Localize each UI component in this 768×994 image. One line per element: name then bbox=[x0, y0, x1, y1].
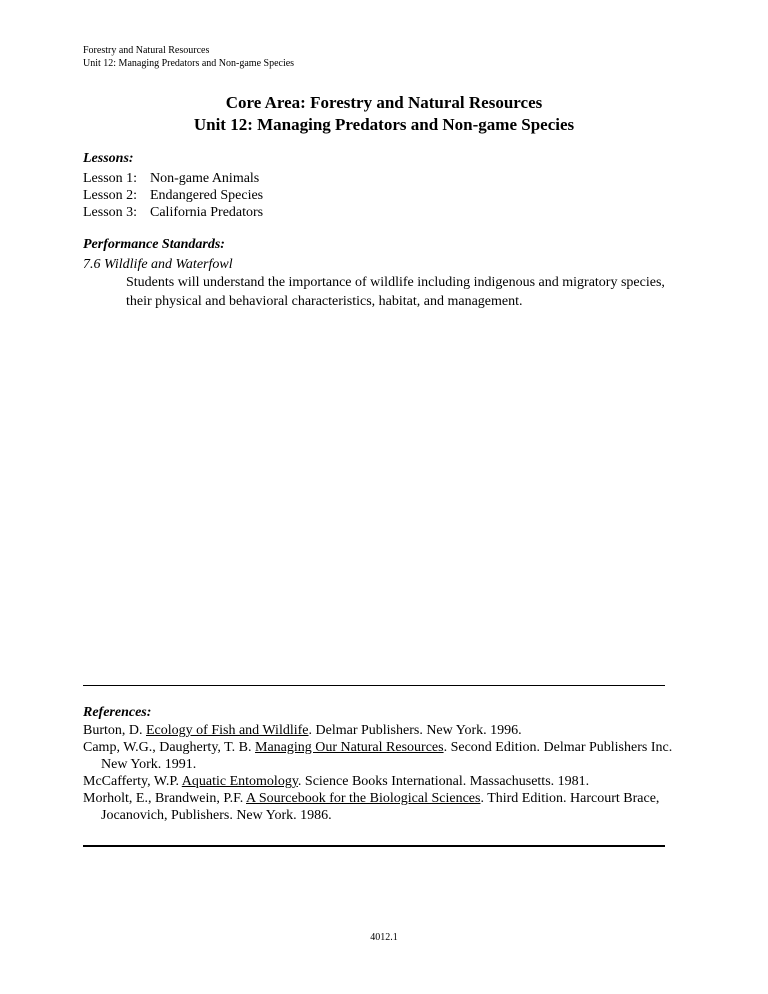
standard-description: Students will understand the importance of wildlife including indigenous and migratory species, their physical and behavioral characteristics, habitat, and management. bbox=[126, 275, 665, 309]
reference-details: . Science Books International. Massachusetts. 1981. bbox=[297, 774, 590, 789]
reference-author: Camp, W.G., Daugherty, T. B. bbox=[83, 740, 256, 755]
lesson-number: Lesson 1: bbox=[83, 171, 138, 186]
lesson-name: Non-game Animals bbox=[150, 171, 260, 186]
lesson-name: Endangered Species bbox=[150, 188, 264, 203]
reference-item bbox=[83, 790, 673, 824]
reference-author: Morholt, E., Brandwein, P.F. bbox=[83, 791, 246, 806]
lesson-name: California Predators bbox=[150, 205, 264, 220]
reference-details: . Second Edition. Delmar Publishers Inc. New York. 1991. bbox=[101, 740, 673, 772]
reference-title: Ecology of Fish and Wildlife bbox=[146, 723, 309, 738]
references-list bbox=[83, 722, 673, 824]
page-number: 4012.1 bbox=[370, 932, 398, 943]
reference-title: Managing Our Natural Resources bbox=[255, 740, 444, 755]
header-line-2: Unit 12: Managing Predators and Non-game Species bbox=[83, 58, 295, 69]
standards-heading: Performance Standards: bbox=[83, 237, 225, 252]
lesson-number: Lesson 3: bbox=[83, 205, 138, 220]
standard-title: 7.6 Wildlife and Waterfowl bbox=[83, 257, 233, 272]
title-line-2: Unit 12: Managing Predators and Non-game Species bbox=[193, 115, 575, 134]
running-header bbox=[83, 44, 294, 70]
title-line-1: Core Area: Forestry and Natural Resources bbox=[225, 93, 543, 112]
page-title bbox=[0, 92, 768, 136]
reference-title: A Sourcebook for the Biological Sciences bbox=[246, 791, 481, 806]
reference-item bbox=[83, 773, 673, 790]
reference-item bbox=[83, 722, 673, 739]
lesson-number: Lesson 2: bbox=[83, 188, 138, 203]
header-line-1: Forestry and Natural Resources bbox=[83, 45, 210, 56]
references-heading: References: bbox=[83, 705, 152, 720]
lesson-item bbox=[83, 187, 263, 204]
reference-item bbox=[83, 739, 673, 773]
reference-author: McCafferty, W.P. bbox=[83, 774, 182, 789]
references-divider bbox=[83, 845, 665, 847]
lesson-item bbox=[83, 170, 263, 187]
section-divider bbox=[83, 685, 665, 686]
lessons-heading: Lessons: bbox=[83, 151, 134, 166]
lessons-list bbox=[83, 170, 263, 221]
reference-author: Burton, D. bbox=[83, 723, 146, 738]
reference-title: Aquatic Entomology bbox=[181, 774, 298, 789]
reference-details: . Third Edition. Harcourt Brace, Jocanovich, Publishers. New York. 1986. bbox=[101, 791, 660, 823]
reference-details: . Delmar Publishers. New York. 1996. bbox=[308, 723, 522, 738]
lesson-item bbox=[83, 204, 263, 221]
